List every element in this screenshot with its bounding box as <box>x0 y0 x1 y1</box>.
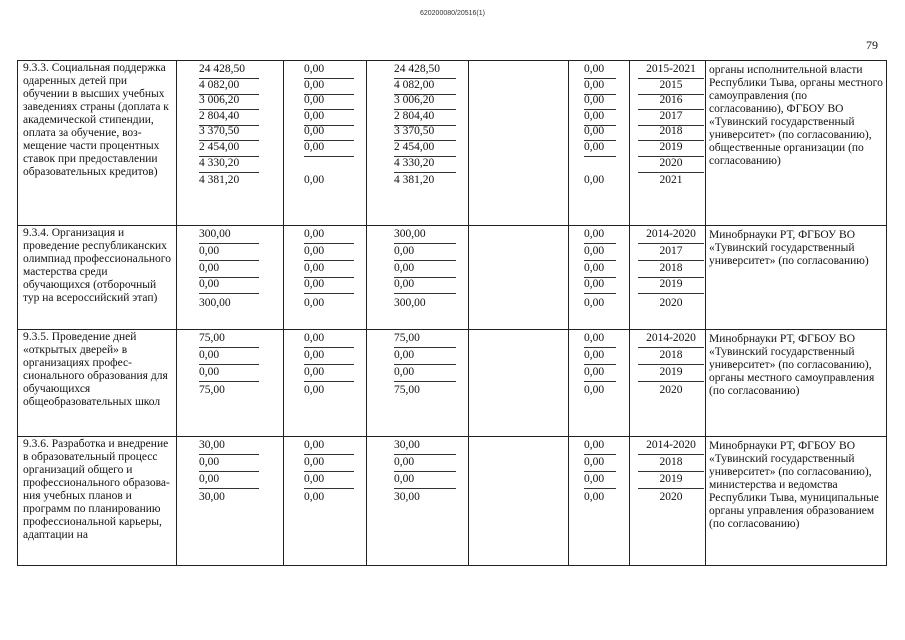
value-c1: 0,00 <box>199 366 259 382</box>
value-c1: 30,00 <box>199 491 225 504</box>
value-c3: 3 370,50 <box>394 125 456 141</box>
value-c1: 4 330,20 <box>199 157 259 173</box>
value-c1: 4 082,00 <box>199 79 259 95</box>
program-table <box>17 60 887 566</box>
value-c1: 2 454,00 <box>199 141 259 157</box>
responsible-executors: Минобрнауки РТ, ФГБОУ ВО «Тувинский государственный университет» (по согласованию), органы местного самоуправления (по согласованию) <box>709 333 875 397</box>
value-c3: 300,00 <box>394 228 456 244</box>
value-c2: 0,00 <box>304 473 354 489</box>
value-c3: 4 381,20 <box>394 174 435 187</box>
value-c3: 0,00 <box>394 473 456 489</box>
value-c3: 75,00 <box>394 384 420 397</box>
value-c2: 0,00 <box>304 278 354 294</box>
value-c6: 2014-2020 <box>638 332 704 348</box>
value-c2: 0,00 <box>304 125 354 141</box>
value-c1: 0,00 <box>199 262 259 278</box>
value-c5: 0,00 <box>584 349 616 365</box>
measure-name: 9.3.6. Разработка и внедрение в образовательный процесс организаций общего и профессионального образования учебных планов и программ по планированию профессиональной карьеры, адаптации на <box>23 438 170 541</box>
value-c3: 2 454,00 <box>394 141 456 157</box>
value-c6: 2020 <box>638 157 704 173</box>
responsible-executors: Минобрнауки РТ, ФГБОУ ВО «Тувинский государственный университет» (по согласованию), министерства и ведомства Республики Тыва, муниципальные органы управления образованием (по согласованию) <box>709 440 879 530</box>
value-c1: 0,00 <box>199 349 259 365</box>
value-c1: 75,00 <box>199 332 259 348</box>
value-c6: 2018 <box>638 349 704 365</box>
value-c1: 0,00 <box>199 473 259 489</box>
value-c3: 2 804,40 <box>394 110 456 126</box>
value-c5: 0,00 <box>584 228 616 244</box>
value-c5: 0,00 <box>584 141 616 157</box>
value-c3: 0,00 <box>394 349 456 365</box>
value-c6: 2014-2020 <box>638 439 704 455</box>
value-c2: 0,00 <box>304 297 325 310</box>
value-c3: 4 330,20 <box>394 157 456 173</box>
value-c2: 0,00 <box>304 366 354 382</box>
value-c3: 0,00 <box>394 456 456 472</box>
value-c5: 0,00 <box>584 245 616 261</box>
value-c3: 4 082,00 <box>394 79 456 95</box>
value-c6: 2017 <box>638 245 704 261</box>
value-c2: 0,00 <box>304 110 354 126</box>
table-row <box>18 329 886 437</box>
value-c6: 2015 <box>638 79 704 95</box>
value-c3: 75,00 <box>394 332 456 348</box>
value-c2: 0,00 <box>304 349 354 365</box>
value-c6: 2016 <box>638 94 704 110</box>
value-c5: 0,00 <box>584 366 616 382</box>
table-row <box>18 436 886 568</box>
value-c2: 0,00 <box>304 491 325 504</box>
value-c1: 0,00 <box>199 245 259 261</box>
value-c5: 0,00 <box>584 110 616 126</box>
value-c6: 2019 <box>638 141 704 157</box>
value-c6: 2020 <box>659 384 683 397</box>
value-c2: 0,00 <box>304 332 354 348</box>
value-c1: 0,00 <box>199 278 259 294</box>
value-c1: 3 006,20 <box>199 94 259 110</box>
value-c5 <box>584 157 616 172</box>
value-c3: 0,00 <box>394 278 456 294</box>
measure-name: 9.3.5. Проведение дней «открытых дверей» в организациях профессионального образования для обучающихся общеобразовательных школ <box>23 331 168 408</box>
value-c5: 0,00 <box>584 278 616 294</box>
value-c1: 2 804,40 <box>199 110 259 126</box>
value-c1: 3 370,50 <box>199 125 259 141</box>
value-c6: 2018 <box>638 262 704 278</box>
table-row <box>18 61 886 225</box>
value-c6: 2020 <box>659 297 683 310</box>
value-c6: 2019 <box>638 473 704 489</box>
value-c3: 30,00 <box>394 491 420 504</box>
value-c2: 0,00 <box>304 141 354 157</box>
value-c5: 0,00 <box>584 94 616 110</box>
value-c1: 0,00 <box>199 456 259 472</box>
value-c6: 2017 <box>638 110 704 126</box>
value-c5: 0,00 <box>584 439 616 455</box>
responsible-executors: органы исполнительной власти Республики Тыва, органы местного самоуправления (по согласованию), ФГБОУ ВО «Тувинский государственный университет» (по согласованию), общественные организации (по согласованию) <box>709 64 883 167</box>
value-c3: 0,00 <box>394 262 456 278</box>
value-c3: 24 428,50 <box>394 63 456 79</box>
value-c6: 2018 <box>638 125 704 141</box>
measure-name: 9.3.4. Организация и проведение республиканских олимпиад профессионального мастерства среди обучающихся (отборочный тур на всероссийский этап) <box>23 227 171 304</box>
value-c2: 0,00 <box>304 63 354 79</box>
value-c1: 24 428,50 <box>199 63 259 79</box>
value-c3: 0,00 <box>394 245 456 261</box>
value-c5: 0,00 <box>584 332 616 348</box>
value-c2: 0,00 <box>304 456 354 472</box>
value-c2: 0,00 <box>304 245 354 261</box>
value-c1: 30,00 <box>199 439 259 455</box>
value-c5: 0,00 <box>584 262 616 278</box>
value-c3: 3 006,20 <box>394 94 456 110</box>
value-c6: 2019 <box>638 278 704 294</box>
value-c6: 2018 <box>638 456 704 472</box>
value-c5: 0,00 <box>584 384 605 397</box>
value-c2 <box>304 157 354 172</box>
table-row <box>18 225 886 330</box>
value-c5: 0,00 <box>584 63 616 79</box>
value-c2: 0,00 <box>304 439 354 455</box>
value-c6: 2019 <box>638 366 704 382</box>
value-c6: 2020 <box>659 491 683 504</box>
value-c3: 300,00 <box>394 297 426 310</box>
page-number: 79 <box>866 38 878 52</box>
value-c2: 0,00 <box>304 79 354 95</box>
value-c1: 300,00 <box>199 228 259 244</box>
value-c5: 0,00 <box>584 491 605 504</box>
value-c3: 30,00 <box>394 439 456 455</box>
value-c5: 0,00 <box>584 79 616 95</box>
value-c2: 0,00 <box>304 174 325 187</box>
responsible-executors: Минобрнауки РТ, ФГБОУ ВО «Тувинский государственный университет» (по согласованию) <box>709 229 869 267</box>
value-c1: 75,00 <box>199 384 225 397</box>
value-c5: 0,00 <box>584 125 616 141</box>
measure-name: 9.3.3. Социальная поддержка одаренных детей при обучении в высших учебных заведениях страны (доплата к академической стипендии, оплата за обучение, возмещение части процентных ставок при предоставлении образовательных кредитов) <box>23 62 169 178</box>
value-c5: 0,00 <box>584 473 616 489</box>
value-c5: 0,00 <box>584 174 605 187</box>
value-c1: 300,00 <box>199 297 231 310</box>
value-c5: 0,00 <box>584 297 605 310</box>
document-header-code: 620200080/20516(1) <box>419 10 485 17</box>
value-c5: 0,00 <box>584 456 616 472</box>
value-c3: 0,00 <box>394 366 456 382</box>
value-c2: 0,00 <box>304 228 354 244</box>
value-c1: 4 381,20 <box>199 174 240 187</box>
value-c2: 0,00 <box>304 384 325 397</box>
value-c6: 2015-2021 <box>638 63 704 79</box>
value-c6: 2014-2020 <box>638 228 704 244</box>
value-c2: 0,00 <box>304 94 354 110</box>
value-c6: 2021 <box>659 174 683 187</box>
value-c2: 0,00 <box>304 262 354 278</box>
